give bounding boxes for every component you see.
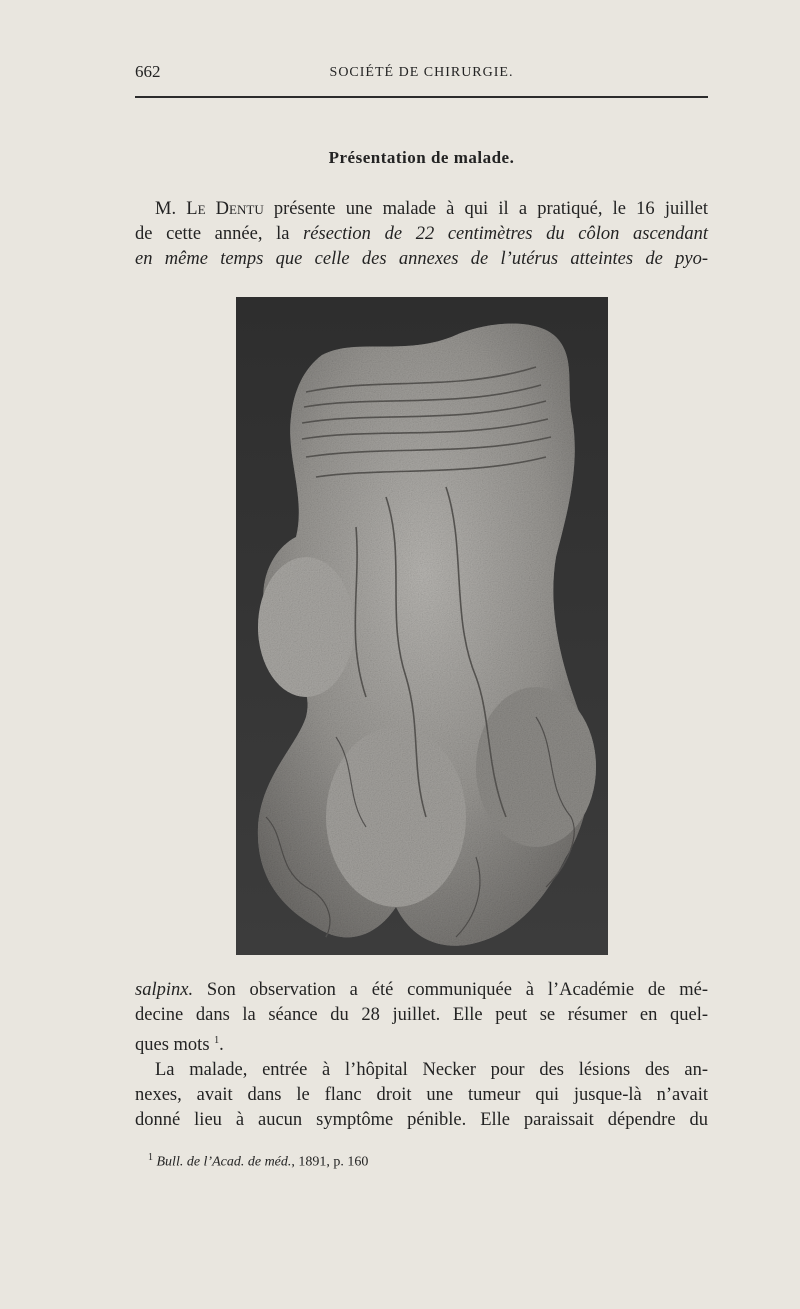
text-line xyxy=(135,978,708,1003)
section-title: Présentation de malade. xyxy=(328,148,515,167)
text-run: Son observation a été communiquée à l’Académie de mé- xyxy=(193,980,708,1000)
text-run: M. xyxy=(155,199,187,219)
tissue-lobe xyxy=(326,727,466,907)
author-name: Le Dentu xyxy=(186,199,264,219)
continuation-paragraph xyxy=(135,978,708,1133)
tissue-lobe xyxy=(258,557,354,697)
specimen xyxy=(258,324,596,946)
italic-run: en même temps que celle des annexes de l’utérus atteintes de pyo- xyxy=(135,249,708,269)
text-run: . xyxy=(219,1035,224,1056)
header-rule xyxy=(135,96,708,98)
footnote-reference[interactable]: 1 xyxy=(214,1035,220,1046)
italic-run: salpinx. xyxy=(135,980,194,1000)
text-line xyxy=(135,1028,708,1058)
text-line: decine dans la séance du 28 juillet. Elle peut se résumer en quel- xyxy=(135,1005,708,1025)
text-line: La malade, entrée à l’hôpital Necker pour des lésions des an- xyxy=(155,1060,708,1081)
text-line: donné lieu à aucun symptôme pénible. Elle paraissait dépendre du xyxy=(135,1110,708,1131)
footnote-mark: 1 xyxy=(148,1152,153,1163)
intro-paragraph xyxy=(135,197,708,272)
text-line xyxy=(135,247,708,272)
footnote xyxy=(148,1152,708,1171)
footnote-text: , 1891, p. 160 xyxy=(291,1154,369,1170)
text-line: nexes, avait dans le flanc droit une tumeur qui jusque-là n’avait xyxy=(135,1085,708,1106)
text-line xyxy=(135,222,708,247)
footnote-citation: Bull. de l’Acad. de méd. xyxy=(156,1154,292,1170)
text-run: de cette année, la xyxy=(135,224,304,244)
text-line xyxy=(135,197,708,222)
page-number: 662 xyxy=(135,62,161,81)
specimen-photograph xyxy=(236,297,608,955)
running-title: SOCIÉTÉ DE CHIRURGIE. xyxy=(329,65,514,80)
italic-run: résection de 22 centimètres du côlon ascendant xyxy=(303,224,709,244)
text-run: présente une malade à qui il a pratiqué, le 16 juillet xyxy=(263,199,708,219)
text-run: ques mots xyxy=(135,1035,215,1056)
tissue-lobe xyxy=(476,687,596,847)
running-head xyxy=(135,62,708,86)
